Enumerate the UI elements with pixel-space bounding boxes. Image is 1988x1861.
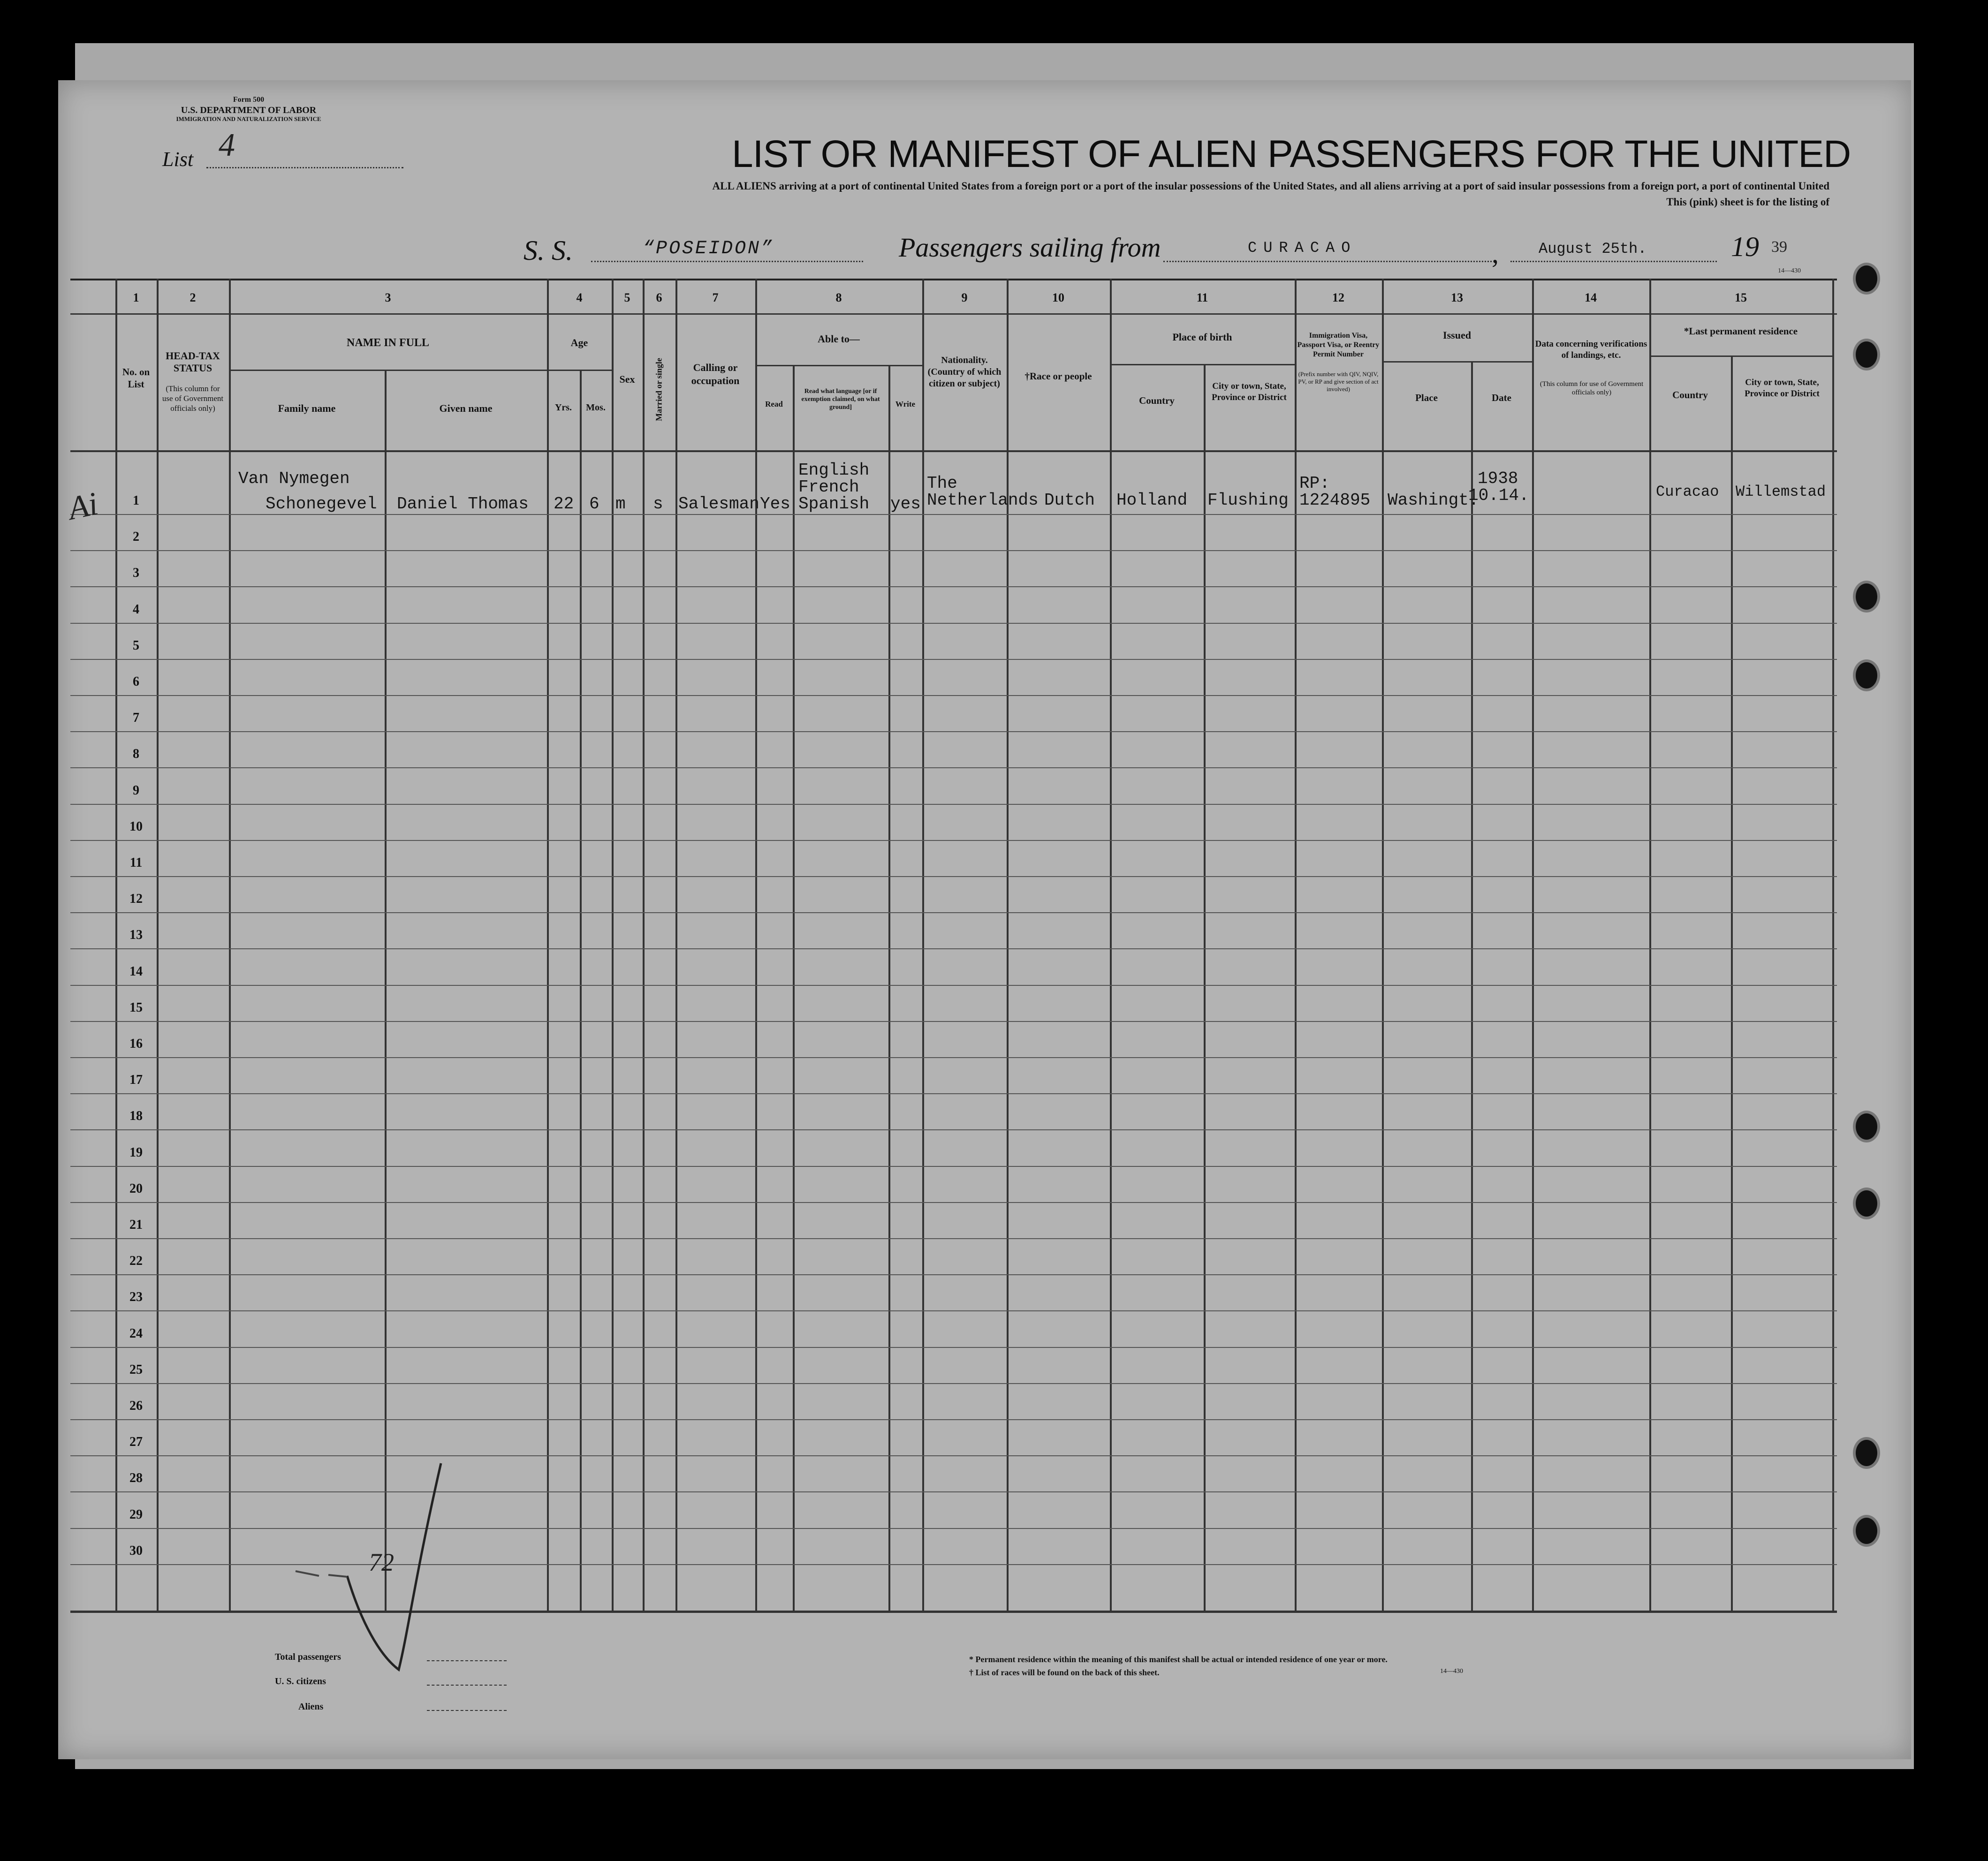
row-number: 18 [129,1109,143,1124]
issued-place: Washingt. [1388,491,1479,510]
header-head-tax: HEAD-TAX STATUS [166,350,220,374]
col-line [1832,279,1834,1611]
language-3: Spanish [798,494,870,514]
row-line [70,1238,1837,1239]
row-line [70,659,1837,660]
date-comma: , [1492,238,1499,269]
header-yrs: Yrs. [554,402,572,413]
header-no-on-list: No. on List [122,366,150,390]
colnum-1: 1 [133,291,139,304]
sailing-from: CURACAO [1248,239,1357,257]
colnum-2: 2 [190,291,196,304]
row-number: 23 [129,1290,143,1305]
row-line [70,1166,1837,1167]
race: Dutch [1044,491,1095,510]
ship-name-line [591,261,863,262]
col-line [1649,279,1651,1611]
row-number: 12 [129,892,143,907]
row-number: 3 [133,566,139,581]
colnum-row-divider [70,313,1837,315]
row-number: 15 [129,1000,143,1015]
row-line [70,623,1837,624]
header-landing-note: (This column for use of Government officials only) [1540,380,1644,396]
col-line [1471,362,1473,1611]
col-line [1007,279,1009,1611]
header-last-residence: *Last permanent residence [1684,325,1798,337]
row-line [70,1021,1837,1022]
col-line [1532,279,1534,1611]
service-label: IMMIGRATION AND NATURALIZATION SERVICE [176,115,321,122]
age-yrs: 22 [554,494,574,514]
language-1: English [798,461,870,480]
col-line [922,279,924,1611]
us-citizens-label: U. S. citizens [275,1676,326,1687]
row-number: 25 [129,1362,143,1377]
row-number: 17 [129,1073,143,1088]
row-line [70,876,1837,877]
colnum-9: 9 [961,291,968,304]
header-given-name: Given name [439,402,493,414]
row-number: 30 [129,1543,143,1558]
form-subtitle: ALL ALIENS arriving at a port of continental United States from a foreign port or a port of the insular possessions of the United States, and all aliens arriving at a port of said insular possessions from a foreign port, a port of continental United [712,180,1829,192]
row-line [70,514,1837,515]
ship-name: “POSEIDON” [643,238,774,259]
colnum-5: 5 [624,291,630,304]
row-line [70,1274,1837,1275]
colnum-11: 11 [1196,291,1208,304]
form-number: Form 500 [233,96,265,104]
row-line [70,948,1837,949]
col-line [1295,279,1297,1611]
row-number: 9 [133,783,139,798]
department-label: U.S. DEPARTMENT OF LABOR [181,105,317,115]
colnum-15: 15 [1735,291,1747,304]
row-number: 11 [129,855,143,870]
sail-date-line [1510,261,1717,262]
aliens-line [427,1710,507,1711]
colnum-14: 14 [1585,291,1597,304]
total-passengers-label: Total passengers [275,1652,341,1662]
corner-code: 14—430 [1778,267,1801,274]
age-subdivider [547,370,612,371]
residence-city: Willemstad [1736,483,1826,500]
col-line [643,279,645,1611]
row-line [70,695,1837,696]
row-number: 1 [133,493,139,508]
form-subtitle-2: This (pink) sheet is for the listing of [1666,196,1829,208]
col-line [385,371,387,1611]
header-name-in-full: NAME IN FULL [346,337,429,349]
family-name-line-2: Schonegevel [266,494,377,514]
total-passengers-line [427,1660,507,1661]
col-line [888,366,890,1611]
occupation: Salesman [678,494,759,514]
header-mos: Mos. [586,402,606,413]
header-res-city: City or town, State, Province or District [1745,378,1820,399]
list-label: List [162,148,194,171]
col-line [675,279,677,1611]
header-race: †Race or people [1024,371,1092,382]
colnum-7: 7 [712,291,719,304]
row-number: 27 [129,1435,143,1450]
header-landing-data: Data concerning verifications of landings, etc. [1535,339,1647,360]
row-line [70,804,1837,805]
header-pob-country: Country [1139,395,1175,406]
list-value: 4 [219,127,235,163]
row-line [70,731,1837,732]
ss-label: S. S. [524,235,573,266]
binder-hole [1853,581,1880,613]
binder-hole [1853,263,1880,295]
row-number: 6 [133,674,139,689]
header-issued: Issued [1443,329,1471,341]
family-name-line-1: Van Nymegen [238,469,350,488]
visa-number: 1224895 [1299,491,1371,510]
header-married: Married or single [654,358,664,421]
row-line [70,1310,1837,1311]
row-line [70,1202,1837,1203]
us-citizens-line [427,1685,507,1686]
row-line [70,912,1837,913]
header-visa-note: (Prefix number with QIV, NQIV, PV, or RP and give section of act involved) [1298,371,1379,393]
row-number: 29 [129,1507,143,1522]
binder-hole [1853,1111,1880,1142]
nationality-line-2: Netherlands [927,491,1039,510]
header-able-to: Able to— [818,333,860,345]
issued-year: 1938 [1478,469,1518,488]
header-write: Write [895,400,916,409]
header-family-name: Family name [278,402,336,414]
colnum-13: 13 [1451,291,1463,304]
header-nationality: Nationality. (Country of which citizen or subject) [927,355,1002,389]
header-sex: Sex [619,373,635,385]
header-res-country: Country [1672,389,1708,401]
sex: m [615,494,626,514]
binder-hole [1853,1188,1880,1219]
header-issued-date: Date [1492,392,1511,403]
col-line [1731,356,1733,1611]
header-read: Read [765,400,783,409]
col-line [755,279,757,1611]
nationality-line-1: The [927,474,957,493]
issued-date: 10.14. [1468,486,1529,505]
list-underline [206,167,403,168]
year-suffix: 39 [1771,238,1787,256]
row-number: 13 [129,928,143,943]
can-read: Yes [760,494,790,514]
row-number: 26 [129,1399,143,1413]
row-number: 28 [129,1471,143,1486]
header-issued-place: Place [1415,392,1438,403]
colnum-8: 8 [835,291,842,304]
header-read-language: Read what language [or if exemption claimed, on what ground] [801,388,880,411]
row-number: 10 [129,819,143,834]
footnote-code: 14—430 [1440,1668,1463,1675]
row-number: 8 [133,747,139,762]
row-line [70,985,1837,986]
residence-subdivider [1649,356,1832,357]
aliens-label: Aliens [298,1702,324,1712]
header-pob-city: City or town, State, Province or District [1212,381,1287,402]
header-age: Age [570,337,588,348]
col-line [1382,279,1384,1611]
row-number: 22 [129,1254,143,1269]
row-number: 14 [129,964,143,979]
col-line [547,279,549,1611]
header-head-tax-note: (This column for use of Government officials only) [162,384,224,413]
row-number: 16 [129,1036,143,1051]
sailing-label: Passengers sailing from [899,232,1161,263]
header-visa: Immigration Visa, Passport Visa, or Reentry Permit Number [1297,332,1380,358]
birth-subdivider [1110,364,1295,365]
binder-hole [1853,1437,1880,1469]
row-number: 4 [133,602,139,617]
col-line [612,279,614,1611]
row-number: 5 [133,638,139,653]
tally-number: 72 [369,1548,394,1576]
year-prefix: 19 [1731,231,1759,262]
header-bottom [70,450,1837,452]
row-number: 7 [133,711,139,726]
header-place-of-birth: Place of birth [1172,331,1232,343]
row-line [70,550,1837,551]
footnote-residence: * Permanent residence within the meaning of this manifest shall be actual or intended residence of one year or more. [969,1655,1388,1664]
birth-country: Holland [1116,491,1188,510]
row-number: 19 [129,1145,143,1160]
language-2: French [798,477,859,497]
row-line [70,1057,1837,1058]
binder-hole [1853,659,1880,691]
row-line [70,1347,1837,1348]
row-line [70,1383,1837,1384]
col-line [1110,279,1112,1611]
issued-subdivider [1382,361,1532,363]
row-line [70,840,1837,841]
margin-initials: Ai [65,485,101,527]
able-subdivider [755,365,922,366]
col-line [793,366,795,1611]
row-line [70,1093,1837,1094]
row-number: 21 [129,1218,143,1232]
row-number: 24 [129,1326,143,1341]
age-mos: 6 [589,494,599,514]
binder-hole [1853,339,1880,371]
colnum-6: 6 [656,291,662,304]
colnum-4: 4 [576,291,583,304]
given-name: Daniel Thomas [397,494,529,514]
row-number: 2 [133,530,139,545]
row-number: 20 [129,1181,143,1196]
col-line [580,371,582,1611]
row-line [70,586,1837,587]
can-write: yes [890,494,921,514]
visa-prefix: RP: [1299,474,1330,493]
row-line [70,1419,1837,1420]
marital-status: s [653,494,663,514]
footnote-races: † List of races will be found on the back of this sheet. [969,1668,1160,1677]
colnum-3: 3 [385,291,391,304]
form-title: LIST OR MANIFEST OF ALIEN PASSENGERS FOR THE UNITED [732,133,1851,175]
sail-date: August 25th. [1539,240,1647,257]
sailing-from-line [1163,261,1492,262]
colnum-10: 10 [1052,291,1064,304]
binder-hole [1853,1515,1880,1547]
name-subdivider [229,370,547,371]
birth-city: Flushing [1207,491,1289,510]
tally-checkmark [291,1435,460,1679]
colnum-12: 12 [1332,291,1344,304]
header-calling: Calling or occupation [691,362,740,386]
row-line [70,767,1837,768]
row-line [70,1129,1837,1130]
residence-country: Curacao [1656,483,1719,500]
col-line [229,279,231,1611]
